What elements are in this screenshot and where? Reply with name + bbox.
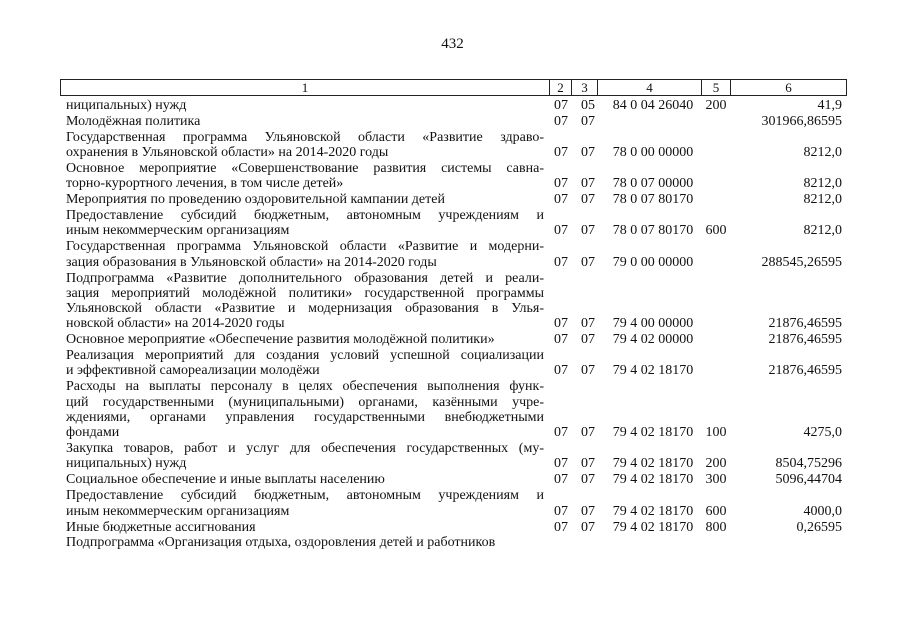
target-article-code: 78 0 07 80170 [612,223,694,239]
row-description-line: Подпрограмма «Развитие дополнительного образования детей и реали- [66,270,544,286]
subsection-code: 07 [581,192,595,208]
row-description [66,520,544,535]
amount: 41,9 [817,98,842,113]
row-description-line: ций государственными (муниципальными) органами, казёнными учре- [66,394,544,410]
table-row [0,208,905,239]
section-code: 07 [554,472,568,488]
expense-type-code: 800 [705,519,727,535]
expense-type-code: 600 [705,223,727,239]
table-row [0,488,905,519]
row-description [66,130,544,161]
subsection-code: 07 [581,519,595,535]
row-description [66,239,544,270]
table-row [0,332,905,347]
amount: 21876,46595 [768,332,842,348]
header-col-4: 4 [597,80,701,95]
target-article-code: 78 0 00 00000 [612,145,694,161]
amount: 21876,46595 [768,316,842,332]
row-description-line: Государственная программа Ульяновской области «Развитие и модерни- [66,239,544,255]
row-description [66,379,544,440]
amount: 8504,75296 [775,456,842,472]
amount: 0,26595 [796,519,842,535]
section-code: 07 [554,316,568,332]
table-row [0,239,905,270]
row-description-line: новской области» на 2014-2020 годы [66,316,285,332]
header-col-1: 1 [301,80,309,95]
expense-type-code: 300 [705,472,727,488]
target-article-code: 79 4 02 18170 [612,456,694,472]
subsection-code: 07 [581,316,595,332]
section-code: 07 [554,519,568,535]
target-article-code: 78 0 07 00000 [612,176,694,192]
expense-type-code: 200 [705,456,727,472]
subsection-code: 07 [581,363,595,379]
row-description [66,208,544,239]
amount: 8212,0 [803,176,842,192]
section-code: 07 [554,254,568,270]
table-row [0,192,905,207]
table-row [0,535,905,550]
table-row [0,441,905,472]
amount: 21876,46595 [768,363,842,379]
expense-type-code: 100 [705,425,727,441]
row-description-line: иным некоммерческим организациям [66,503,290,519]
table-row [0,271,905,332]
row-description-line: Основное мероприятие «Обеспечение развития молодёжной политики» [66,332,495,348]
target-article-code: 79 4 00 00000 [612,316,694,332]
row-description [66,535,544,550]
row-description-line: Реализация мероприятий для создания условий успешной социализации [66,348,544,364]
row-description-line: Основное мероприятие «Совершенствование развития системы савна- [66,161,544,176]
target-article-code: 79 4 02 18170 [612,503,694,519]
expense-type-code: 200 [705,98,727,113]
section-code: 07 [554,98,568,113]
row-description [66,472,544,487]
subsection-code: 07 [581,456,595,472]
amount: 4275,0 [803,425,842,441]
table-row [0,520,905,535]
row-description-line: иным некоммерческим организациям [66,223,290,239]
row-description-line: зация мероприятий молодёжной политики» государственной программы [66,285,544,301]
row-description [66,98,544,113]
target-article-code: 84 0 04 26040 [612,98,694,113]
header-col-5: 5 [701,80,730,95]
header-col-6: 6 [730,80,846,95]
table-row [0,161,905,192]
subsection-code: 07 [581,223,595,239]
row-description-line: Иные бюджетные ассигнования [66,519,256,535]
table-row [0,348,905,379]
subsection-code: 07 [581,145,595,161]
row-description [66,114,544,129]
target-article-code: 79 0 00 00000 [612,254,694,270]
amount: 5096,44704 [775,472,842,488]
section-code: 07 [554,503,568,519]
row-description-line: Предоставление субсидий бюджетным, автономным учреждениям и [66,208,544,224]
header-col-2: 2 [549,80,571,95]
row-description-line: охранения в Ульяновской области» на 2014-2020 годы [66,145,389,161]
row-description-line: Молодёжная политика [66,113,201,129]
row-description [66,332,544,347]
row-description-line: торно-курортного лечения, в том числе детей» [66,176,344,192]
target-article-code: 79 4 02 18170 [612,363,694,379]
amount: 4000,0 [803,503,842,519]
subsection-code: 07 [581,113,595,129]
section-code: 07 [554,223,568,239]
row-description-line: Социальное обеспечение и иные выплаты населению [66,472,385,488]
row-description-line: ниципальных) нужд [66,98,187,113]
table-row [0,472,905,487]
amount: 8212,0 [803,223,842,239]
row-description-line: и эффективной самореализации молодёжи [66,363,320,379]
row-description-line: Ульяновской области «Развитие и модернизация образования в Улья- [66,301,544,317]
row-description [66,488,544,519]
amount: 8212,0 [803,192,842,208]
row-description-line: ниципальных) нужд [66,456,187,472]
subsection-code: 05 [581,98,595,113]
header-col-3: 3 [571,80,597,95]
subsection-code: 07 [581,472,595,488]
section-code: 07 [554,192,568,208]
section-code: 07 [554,145,568,161]
section-code: 07 [554,176,568,192]
row-description-line: Расходы на выплаты персоналу в целях обеспечения выполнения функ- [66,379,544,395]
section-code: 07 [554,113,568,129]
section-code: 07 [554,332,568,348]
subsection-code: 07 [581,254,595,270]
section-code: 07 [554,456,568,472]
row-description-line: Мероприятия по проведению оздоровительной кампании детей [66,192,445,208]
page-number: 432 [441,36,464,52]
target-article-code: 79 4 02 00000 [612,332,694,348]
row-description [66,271,544,332]
row-description-line: фондами [66,425,120,441]
row-description-line: Предоставление субсидий бюджетным, автономным учреждениям и [66,488,544,504]
section-code: 07 [554,363,568,379]
target-article-code: 79 4 02 18170 [612,472,694,488]
amount: 301966,86595 [761,113,842,129]
row-description-line: Закупка товаров, работ и услуг для обеспечения государственных (му- [66,441,544,457]
table-row [0,379,905,440]
amount: 288545,26595 [761,254,842,270]
row-description-line: ждениями, органами управления государственными внебюджетными [66,409,544,425]
table-header [60,79,847,96]
subsection-code: 07 [581,332,595,348]
target-article-code: 78 0 07 80170 [612,192,694,208]
table-row [0,114,905,129]
target-article-code: 79 4 02 18170 [612,519,694,535]
row-description [66,161,544,192]
subsection-code: 07 [581,425,595,441]
row-description [66,441,544,472]
amount: 8212,0 [803,145,842,161]
expense-type-code: 600 [705,503,727,519]
subsection-code: 07 [581,503,595,519]
row-description [66,348,544,379]
row-description-line: Государственная программа Ульяновской области «Развитие здраво- [66,129,544,145]
table-row [0,98,905,113]
table-row [0,130,905,161]
row-description [66,192,544,207]
row-description-line: зация образования в Ульяновской области» на 2014-2020 годы [66,254,437,270]
section-code: 07 [554,425,568,441]
row-description-line: Подпрограмма «Организация отдыха, оздоровления детей и работников [66,535,496,551]
target-article-code: 79 4 02 18170 [612,425,694,441]
subsection-code: 07 [581,176,595,192]
